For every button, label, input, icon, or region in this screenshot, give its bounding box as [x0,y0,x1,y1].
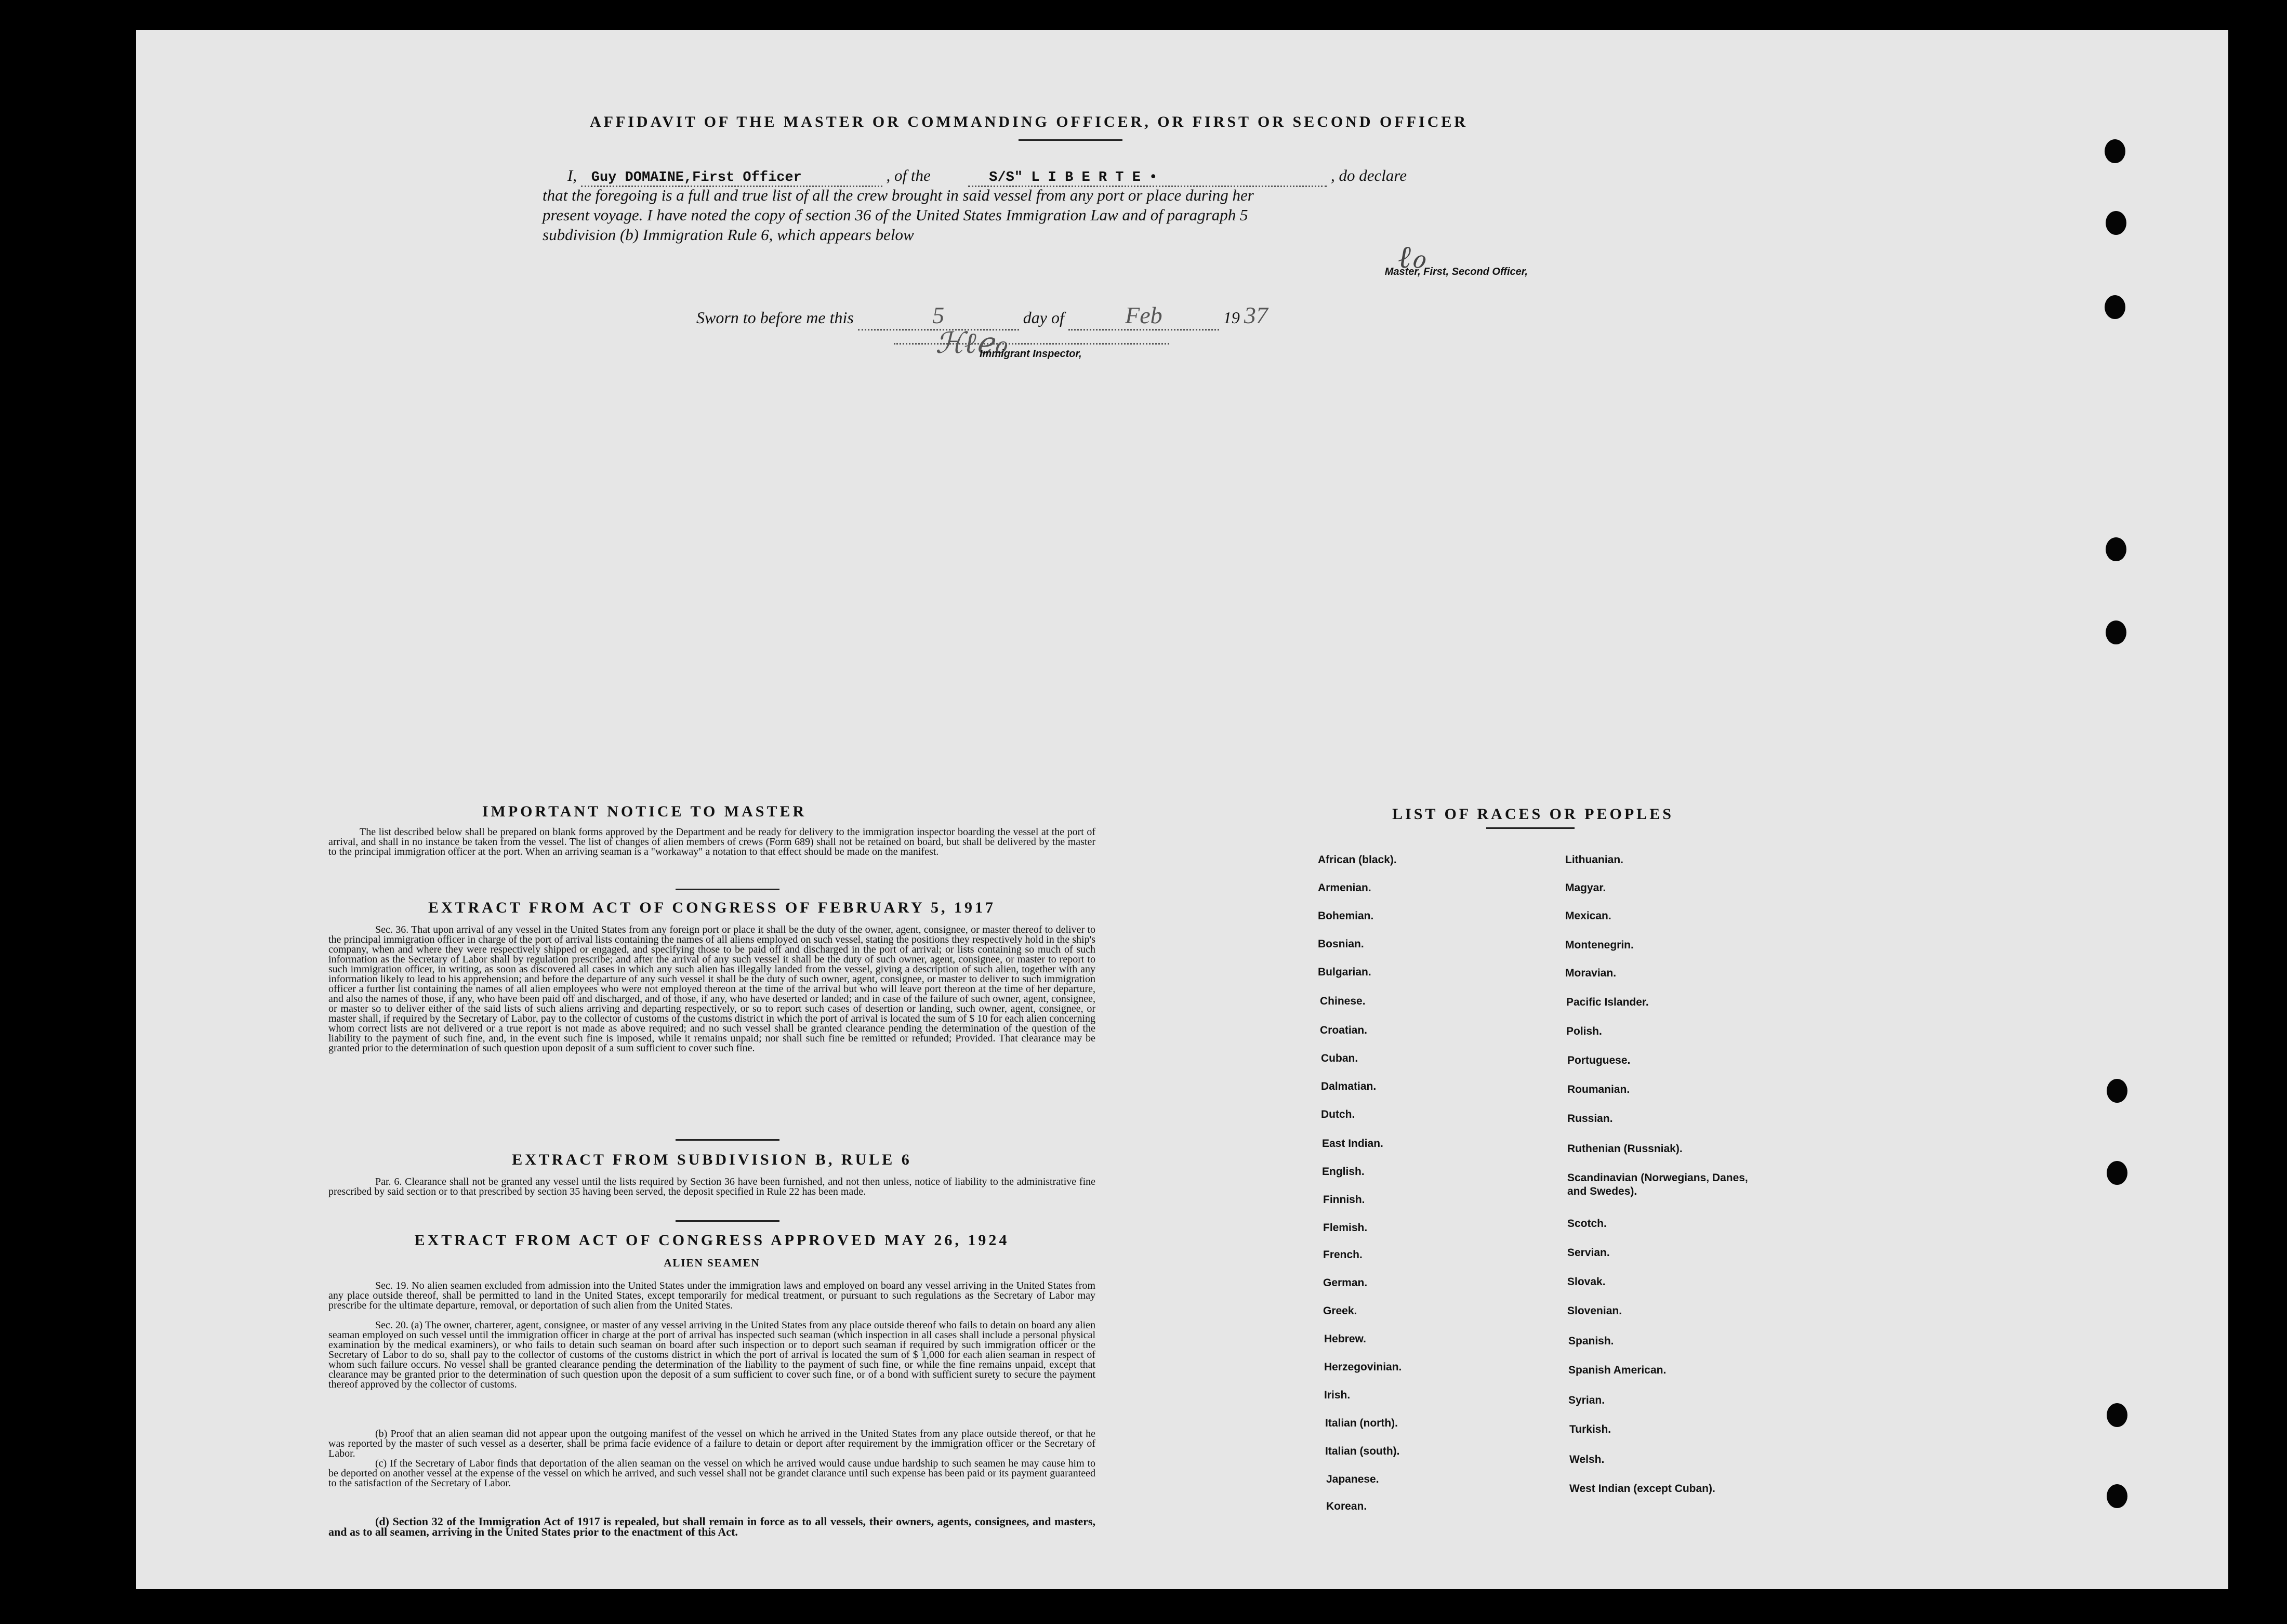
race-item: Greek. [1323,1305,1357,1317]
section-rule [676,1220,779,1222]
affidavit-line3: present voyage. I have noted the copy of section 36 of the United States Immigration Law and of paragraph 5 [543,206,1248,224]
extract-rule6-title: EXTRACT FROM SUBDIVISION B, RULE 6 [512,1151,912,1168]
race-item: Slovenian. [1567,1305,1622,1317]
race-item: West Indian (except Cuban). [1569,1483,1715,1495]
race-item: Lithuanian. [1565,854,1623,866]
extract-1924-p2: Sec. 20. (a) The owner, charterer, agent, consignee, or master of any vessel arriving in the United States from any place outside thereof who fails to detain on board any alien seaman employed on such vessel until the immigration officer in charge at the port of arrival has inspected such seaman (which inspection in all cases shall include a personal physical examination by the medical examiners), or who fails to detain such seaman on board after such inspection or to deport such seaman if required by such immigration officer or the Secretary of Labor to do so, shall pay to the collector of customs of the customs district in which the port of arrival is located the sum of $ 1,000 for each alien seaman in respect of whom such failure occurs. No vessel shall be granted clearance pending the determination of the liability to the payment of such fine, or while the fine remains unpaid, except that clearance may be granted prior to the determination of such question upon the deposit of a sum sufficient to cover such fine, or of a bond with sufficient surety to secure the payment thereof approved by the collector of customs. [328,1319,1095,1390]
race-item: Bohemian. [1318,910,1374,922]
punch-hole [2107,1079,2127,1103]
extract-rule6-text: Par. 6. Clearance shall not be granted any vessel until the lists required by Section 36 have been furnished, and not then unless, notice of liability to the administrative fine prescribed by said section or to that prescribed by section 35 having been served, the deposit specified in Rule 22 has been made. [328,1176,1095,1197]
extract-1917-text: Sec. 36. That upon arrival of any vessel in the United States from any foreign port or place it shall be the duty of the owner, agent, consignee, or master thereof to deliver to the principal immigration officer in charge of the port of arrival lists containing the names of all aliens employed on such vessel, stating the positions they respectively hold in the ship's company, when and where they were respectively shipped or engaged, and specifying those to be paid off and discharged in the port of arrival; or lists containing so much of such information as the Secretary of Labor shall by regulation prescribe; and after the arrival of any such vessel it shall be the duty of such owner, agent, consignee, or master to report to such immigration officer, in writing, as soon as discovered all cases in which any such alien has illegally landed from the vessel, giving a description of such alien, together with any information likely to lead to his apprehension; and before the departure of any such vessel it shall be the duty of such owner, agent, consignee, or master to deliver to such immigration officer a further list containing the names of all alien employees who were not employed thereon at the time of the arrival but who will leave port thereon at the time of her departure, and also the names of those, if any, who have been paid off and discharged, and of those, if any, who have deserted or landed; and in case of the failure of such owner, agent, consignee, or master so to deliver either of the said lists of such aliens arriving and departing respectively, or so to report such cases of desertion or landing, such owner, agent, consignee, or master shall, if required by the Secretary of Labor, pay to the collector of customs of the customs district in which the port of arrival is located the sum of $ 10 for each alien concerning whom correct lists are not delivered or a true report is not made as above required; and no such vessel shall be granted clearance pending the determination of the question of the liability to the payment of such fine, and, in the event such fine is imposed, while it remains unpaid; nor shall such fine be remitted or refunded; Provided. That clearance may be granted prior to the determination of such question upon deposit of a sum sufficient to cover such fine. [328,924,1095,1054]
race-item: Armenian. [1318,882,1371,894]
section-rule [676,889,779,890]
sworn-label: Sworn to before me this [696,308,854,327]
race-item: Korean. [1326,1500,1367,1512]
affidavit-title: AFFIDAVIT OF THE MASTER OR COMMANDING OFFICER, OR FIRST OR SECOND OFFICER [589,113,1469,130]
extract-1917-title: EXTRACT FROM ACT OF CONGRESS OF FEBRUARY 5, 1917 [428,899,996,916]
day-of-label: day of [1023,308,1064,327]
race-item: Italian (south). [1325,1445,1400,1457]
extract-1924-p4: (c) If the Secretary of Labor finds that deportation of the alien seaman on the vessel on which he arrived would cause undue hardship to such seamen he may cause him to be deported on another vessel at the expense of the vessel on which he arrived, and such vessel shall not be grandet clarance until such expense has been paid or its payment guaranteed to the satisfaction of the Secretary of Labor. [328,1458,1095,1489]
punch-hole [2107,1484,2127,1508]
race-item: Bulgarian. [1318,966,1371,978]
extract-1924-p5: (d) Section 32 of the Immigration Act of 1917 is repealed, but shall remain in force as to all vessels, their owners, agents, consignees, and masters, and as to all seamen, arriving in the United States prior to the enactment of this Act. [328,1515,1095,1538]
race-item: Scotch. [1567,1218,1607,1230]
race-item: Montenegrin. [1565,939,1634,951]
race-item: Herzegovinian. [1324,1361,1402,1373]
races-title: LIST OF RACES OR PEOPLES [1392,806,1674,823]
inspector-line [894,343,1169,345]
race-item: Syrian. [1568,1394,1605,1406]
extract-1924-p1: Sec. 19. No alien seamen excluded from admission into the United States under the immigration laws and employed on board any vessel arriving in the United States from any place outside thereof, shall be permitted to land in the United States, except temporarily for medical treatment, or pursuant to such regulations as the Secretary of Labor may prescribe for the ultimate departure, removal, or deportation of such alien from the United States. [328,1280,1095,1311]
sworn-day: 5 [932,302,945,328]
officer-name-field [581,166,882,187]
officer-title: Master, First, Second Officer, [1384,266,1528,278]
race-item: Portuguese. [1567,1054,1631,1066]
punch-hole [2106,537,2126,561]
race-item: Cuban. [1321,1052,1358,1064]
race-item: Russian. [1567,1113,1613,1125]
race-item: Spanish American. [1568,1364,1667,1376]
affidavit-line2: that the foregoing is a full and true list of all the crew brought in said vessel from any port or place during her [543,186,1254,204]
race-item: Turkish. [1569,1423,1611,1435]
inspector-label: Immigrant Inspector, [980,348,1082,360]
race-item: Scandinavian (Norwegians, Danes, and Swedes). [1567,1172,1748,1197]
section-rule [676,1139,779,1141]
vessel-name: S/S" L I B E R T E • [989,170,1158,186]
race-item: Polish. [1566,1025,1602,1037]
affidavit-line4: subdivision (b) Immigration Rule 6, which appears below [543,226,914,244]
punch-hole [2107,1403,2127,1427]
race-item: French. [1323,1249,1363,1261]
extract-1924-title: EXTRACT FROM ACT OF CONGRESS APPROVED MAY 26, 1924 [414,1232,1010,1249]
do-declare-label: , do declare [1331,166,1407,184]
punch-hole [2107,1161,2127,1185]
race-item: Welsh. [1569,1454,1605,1465]
punch-hole [2106,211,2126,235]
race-item: Flemish. [1323,1222,1368,1234]
race-item: Chinese. [1320,995,1366,1007]
extract-1924-p3: (b) Proof that an alien seaman did not appear upon the outgoing manifest of the vessel on which he arrived in the United States from any place outside thereof, or that he was reported by the master of such vessel as a deserter, shall be prima facie evidence of a failure to detain or deport after requirement by the immigration officer or the Secretary of Labor. [328,1428,1095,1459]
officer-signature: ℓℴ [1398,240,1425,274]
race-item: East Indian. [1322,1138,1383,1150]
race-item: Magyar. [1565,882,1606,894]
race-item: Ruthenian (Russniak). [1567,1143,1683,1155]
sworn-line [696,301,1424,331]
race-item: Finnish. [1323,1194,1365,1206]
extract-1924-subtitle: ALIEN SEAMEN [664,1257,760,1269]
race-item: Mexican. [1565,910,1611,922]
race-item: German. [1323,1277,1368,1289]
race-item: Dutch. [1321,1108,1355,1120]
officer-name: Guy DOMAINE,First Officer [591,170,802,186]
punch-hole [2105,139,2125,163]
title-rule [1019,139,1122,141]
race-item: Hebrew. [1324,1333,1366,1345]
race-item: African (black). [1318,854,1397,866]
race-item: Dalmatian. [1321,1080,1377,1092]
race-item: Croatian. [1320,1024,1368,1036]
vessel-field [968,166,1327,187]
sworn-month: Feb [1125,302,1162,328]
of-the-label: , of the [886,166,931,184]
race-item: Pacific Islander. [1566,996,1649,1008]
sworn-month-field [1068,301,1219,331]
affidavit-line1 [540,166,1528,187]
punch-hole [2105,295,2125,319]
year-suffix: 37 [1244,302,1268,328]
race-item: Spanish. [1568,1335,1614,1347]
races-title-rule [1486,827,1575,829]
race-item: Moravian. [1565,967,1617,979]
race-item: English. [1322,1166,1365,1178]
i-label: I, [567,166,577,184]
race-item: Servian. [1567,1247,1610,1259]
notice-title: IMPORTANT NOTICE TO MASTER [482,803,807,820]
race-item: Roumanian. [1567,1084,1630,1095]
race-item: Slovak. [1567,1276,1606,1288]
notice-text: The list described below shall be prepared on blank forms approved by the Department and be ready for delivery to the immigration inspector boarding the vessel at the port of arrival, and shall in no instance be taken from the vessel. The list of changes of alien members of crews (Form 689) shall not be retained on board, but shall be delivered by the master to the principal immigration officer at the port. When an arriving seaman is a "workaway" a notation to that effect should be made on the manifest. [328,826,1095,857]
race-item: Irish. [1324,1389,1351,1401]
year-prefix: 19 [1223,308,1240,327]
race-item: Japanese. [1326,1473,1379,1485]
punch-hole [2106,620,2126,644]
race-item: Italian (north). [1325,1417,1398,1429]
race-item: Bosnian. [1318,938,1364,950]
inspector-signature: ℋℓℯℴ [935,327,1007,360]
